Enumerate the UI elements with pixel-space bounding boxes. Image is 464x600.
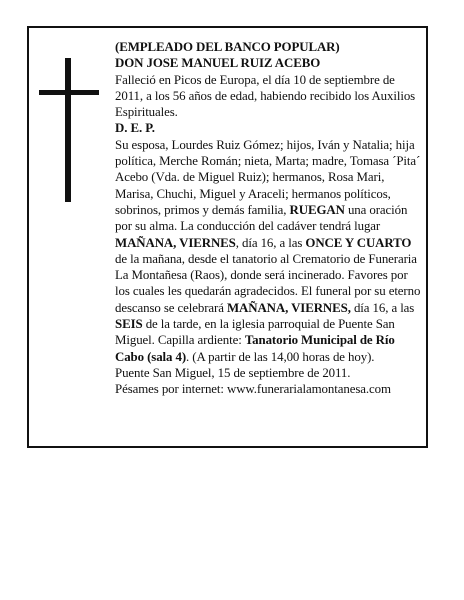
chapel-hours: . (A partir de las 14,00 horas de hoy). [186, 349, 375, 364]
rip-line: D. E. P. [115, 121, 155, 136]
deceased-name: DON JOSE MANUEL RUIZ ACEBO [115, 56, 321, 71]
procession-text: de la mañana, desde el tanatorio al Crematorio de Funeraria La Montañesa (Raos), donde será incinerado. Favores por los cuales les quedarán agradecidos. El funeral por su eterno descanso se celebrará [115, 251, 421, 315]
family-list: Su esposa, Lourdes Ruiz Gómez; hijos, Iván y Natalia; hija política, Merche Román; nieta, Marta; madre, Tomasa ´Pita´ Acebo (Vda. de Miguel Ruiz); hermanos, Rosa Mari, Marisa, Chuchi, Miguel y Araceli; hermanos políticos, sobrinos, primos y demás familia, [115, 137, 421, 217]
procession-day: MAÑANA, VIERNES [115, 235, 236, 250]
procession-day-text: , día 16, a las [235, 235, 303, 250]
family-paragraph [115, 137, 425, 365]
obituary-text [115, 39, 425, 398]
death-notice: Falleció en Picos de Europa, el día 10 de septiembre de 2011, a los 56 años de edad, habiendo recibido los Auxilios Espirituales. [115, 72, 416, 120]
condolences-line: Pésames por internet: www.funerarialamontanesa.com [115, 382, 391, 397]
funeral-day: MAÑANA, VIERNES, [226, 300, 351, 315]
place-date: Puente San Miguel, 15 de septiembre de 2011. [115, 365, 351, 380]
cross-horizontal-bar [39, 90, 99, 95]
obituary-frame [27, 26, 428, 448]
funeral-day-text: día 16, a las [353, 300, 415, 315]
cross-vertical-bar [65, 58, 71, 202]
employer-line: (EMPLEADO DEL BANCO POPULAR) [115, 40, 340, 54]
cross-icon [39, 58, 99, 202]
procession-time: ONCE Y CUARTO [305, 235, 412, 250]
ruegan-text: una oración por su alma. La conducción del cadáver tendrá lugar [115, 202, 408, 234]
chapel-location: Tanatorio Municipal de Río Cabo (sala 4) [115, 333, 395, 364]
funeral-text: de la tarde, en la iglesia parroquial de Puente San Miguel. Capilla ardiente: [115, 317, 395, 348]
ruegan-word: RUEGAN [289, 202, 345, 217]
funeral-time: SEIS [115, 317, 143, 332]
